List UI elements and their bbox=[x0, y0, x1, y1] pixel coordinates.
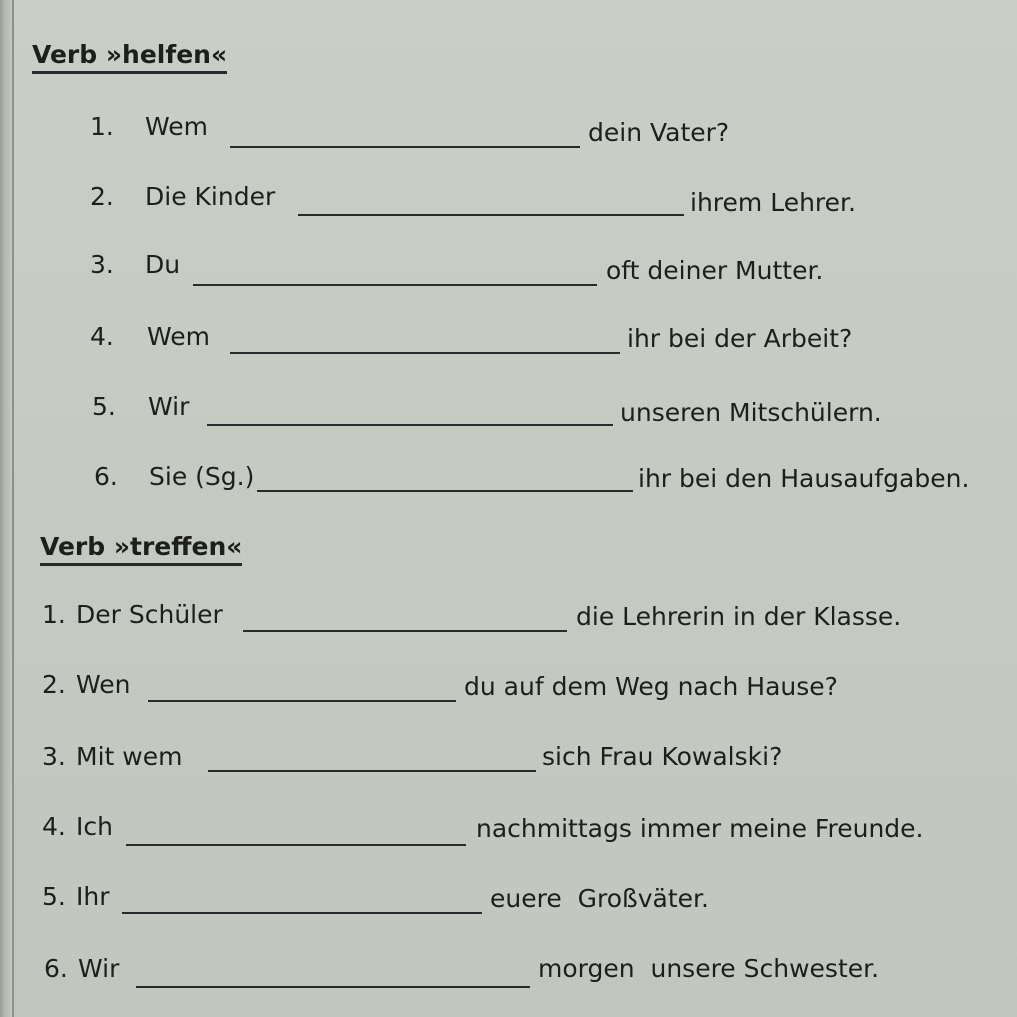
item-number: 5. bbox=[92, 392, 116, 421]
exercise-item bbox=[42, 882, 1002, 916]
exercise-item bbox=[90, 250, 990, 284]
item-text-before: Wem bbox=[145, 112, 208, 141]
section-title-helfen: Verb »helfen« bbox=[32, 40, 227, 74]
item-text-before: Wem bbox=[147, 322, 210, 351]
item-number: 1. bbox=[42, 600, 66, 629]
item-text-after: ihr bei der Arbeit? bbox=[627, 324, 853, 353]
item-text-before: Wir bbox=[148, 392, 190, 421]
answer-blank[interactable] bbox=[207, 424, 613, 426]
exercise-item bbox=[90, 112, 990, 146]
item-text-after: nachmittags immer meine Freunde. bbox=[476, 814, 924, 843]
item-text-before: Ich bbox=[76, 812, 113, 841]
item-number: 2. bbox=[90, 182, 114, 211]
item-text-after: die Lehrerin in der Klasse. bbox=[576, 602, 902, 631]
item-text-after: sich Frau Kowalski? bbox=[542, 742, 783, 771]
item-text-after: oft deiner Mutter. bbox=[606, 256, 824, 285]
answer-blank[interactable] bbox=[122, 912, 482, 914]
answer-blank[interactable] bbox=[126, 844, 466, 846]
exercise-item bbox=[42, 670, 1002, 704]
item-text-before: Der Schüler bbox=[76, 600, 223, 629]
answer-blank[interactable] bbox=[148, 700, 456, 702]
item-number: 4. bbox=[90, 322, 114, 351]
item-number: 5. bbox=[42, 882, 66, 911]
answer-blank[interactable] bbox=[208, 770, 536, 772]
exercise-item bbox=[42, 812, 1002, 846]
exercise-item bbox=[94, 462, 1009, 496]
item-text-before: Wir bbox=[78, 954, 120, 983]
exercise-item bbox=[44, 954, 1004, 988]
item-text-after: du auf dem Weg nach Hause? bbox=[464, 672, 838, 701]
answer-blank[interactable] bbox=[257, 490, 633, 492]
item-text-after: morgen unsere Schwester. bbox=[538, 954, 880, 983]
exercise-item bbox=[92, 392, 992, 426]
answer-blank[interactable] bbox=[193, 284, 597, 286]
item-number: 3. bbox=[42, 742, 66, 771]
item-text-after: ihr bei den Hausaufgaben. bbox=[638, 464, 970, 493]
item-number: 6. bbox=[44, 954, 68, 983]
item-text-after: euere Großväter. bbox=[490, 884, 709, 913]
exercise-item bbox=[90, 322, 990, 356]
item-number: 4. bbox=[42, 812, 66, 841]
item-text-before: Die Kinder bbox=[145, 182, 276, 211]
item-number: 1. bbox=[90, 112, 114, 141]
exercise-item bbox=[42, 600, 1002, 634]
item-text-after: unseren Mitschülern. bbox=[620, 398, 882, 427]
item-text-before: Du bbox=[145, 250, 181, 279]
item-text-before: Wen bbox=[76, 670, 131, 699]
answer-blank[interactable] bbox=[136, 986, 530, 988]
exercise-item bbox=[90, 182, 990, 216]
item-text-before: Sie (Sg.) bbox=[149, 462, 255, 491]
item-text-after: dein Vater? bbox=[588, 118, 730, 147]
item-text-after: ihrem Lehrer. bbox=[690, 188, 856, 217]
answer-blank[interactable] bbox=[298, 214, 684, 216]
item-number: 6. bbox=[94, 462, 118, 491]
item-number: 2. bbox=[42, 670, 66, 699]
section-title-treffen: Verb »treffen« bbox=[40, 532, 242, 566]
item-number: 3. bbox=[90, 250, 114, 279]
answer-blank[interactable] bbox=[230, 146, 580, 148]
answer-blank[interactable] bbox=[230, 352, 620, 354]
binder-edge bbox=[0, 0, 14, 1017]
item-text-before: Mit wem bbox=[76, 742, 183, 771]
item-text-before: Ihr bbox=[76, 882, 110, 911]
exercise-item bbox=[42, 742, 1002, 776]
answer-blank[interactable] bbox=[243, 630, 567, 632]
